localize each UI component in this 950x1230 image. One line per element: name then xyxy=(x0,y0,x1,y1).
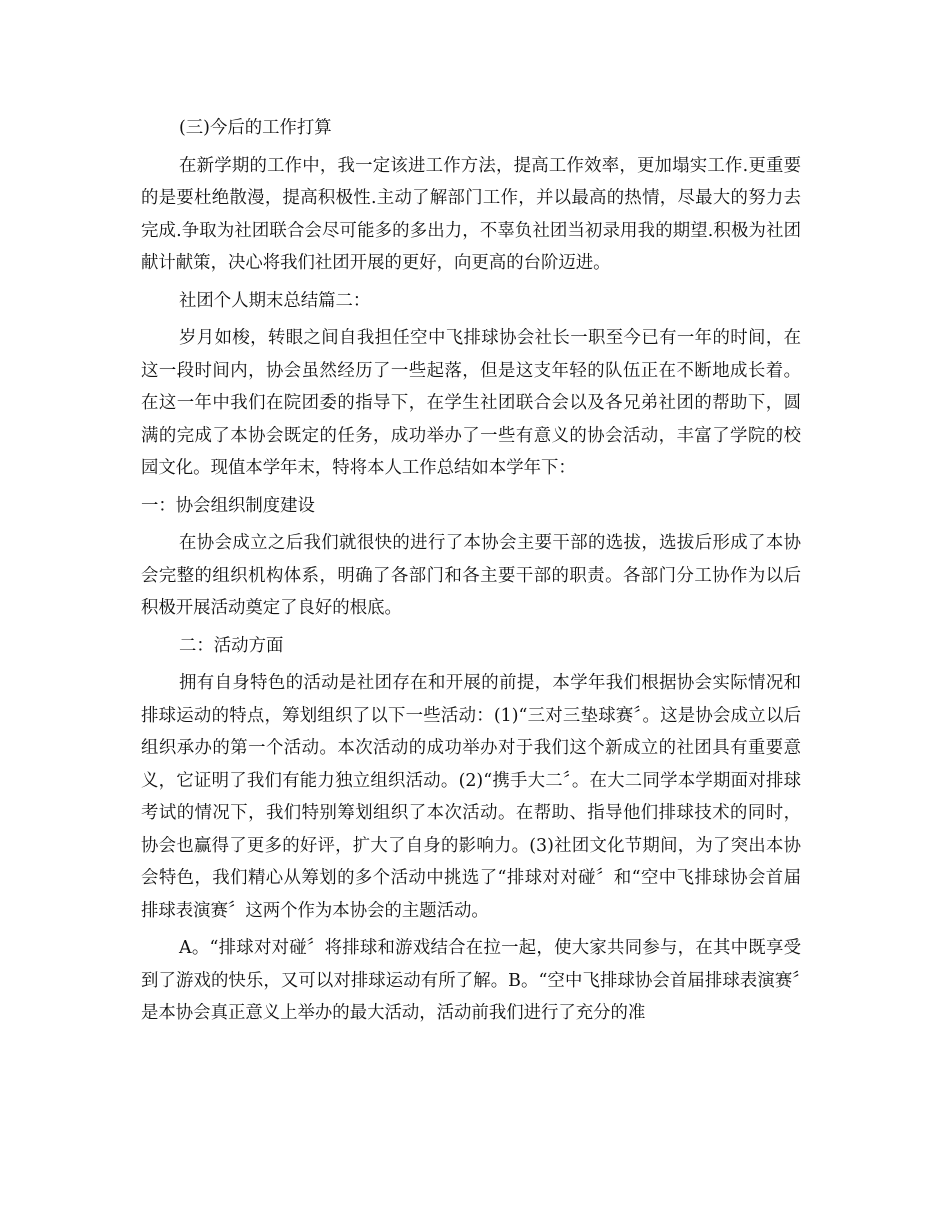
paragraph-introduction: 岁月如梭，转眼之间自我担任空中飞排球协会社长一职至今已有一年的时间，在这一段时间内，协会虽然经历了一些起落，但是这支年轻的队伍正在不断地成长着。在这一年中我们在院团委的指导下，在学生社团联合会以及各兄弟社团的帮助下，圆满的完成了本协会既定的任务，成功举办了一些有意义的协会活动，丰富了学院的校园文化。现值本学年末，特将本人工作总结如本学年下： xyxy=(141,328,801,478)
paragraph-new-semester-plan: 在新学期的工作中，我一定该进工作方法，提高工作效率，更加塌实工作.更重要的是要杜绝散漫，提高积极性.主动了解部门工作，并以最高的热情，尽最大的努力去完成.争取为社团联合会尽可能多的多出力，不辜负社团当初录用我的期望.积极为社团献计献策，决心将我们社团开展的更好，向更高的台阶迈进。 xyxy=(141,155,801,273)
section-heading-future-plans: (三)今后的工作打算 xyxy=(179,118,332,138)
paragraph-activity-details: A。“排球对对碰〞将排球和游戏结合在拉一起，使大家共同参与，在其中既享受到了游戏的快乐，又可以对排球运动有所了解。B。“空中飞排球协会首届排球表演赛〞是本协会真正意义上举办的最大活动，活动前我们进行了充分的准 xyxy=(141,938,801,1023)
section-heading-activities: 二：活动方面 xyxy=(179,635,284,656)
section-heading-organization: 一：协会组织制度建设 xyxy=(141,495,315,516)
paragraph-organization: 在协会成立之后我们就很快的进行了本协会主要干部的选拔，选拔后形成了本协会完整的组织机构体系，明确了各部门和各主要干部的职责。各部门分工协作为以后积极开展活动奠定了良好的根底。 xyxy=(141,533,801,618)
paragraph-activities: 拥有自身特色的活动是社团存在和开展的前提，本学年我们根据协会实际情况和排球运动的特点，筹划组织了以下一些活动：(1)“三对三垫球赛〞。这是协会成立以后组织承办的第一个活动。本次活动的成功举办对于我们这个新成立的社团具有重要意义，它证明了我们有能力独立组织活动。(2)“携手大二〞。在大二同学本学期面对排球考试的情况下，我们特别筹划组织了本次活动。在帮助、指导他们排球技术的同时，协会也赢得了更多的好评，扩大了自身的影响力。(3)社团文化节期间，为了突出本协会特色，我们精心从筹划的多个活动中挑选了“排球对对碰〞和“空中飞排球协会首届排球表演赛〞这两个作为本协会的主题活动。 xyxy=(141,673,801,921)
document-body xyxy=(141,112,801,1035)
article-title-part-two: 社团个人期末总结篇二： xyxy=(179,290,371,311)
